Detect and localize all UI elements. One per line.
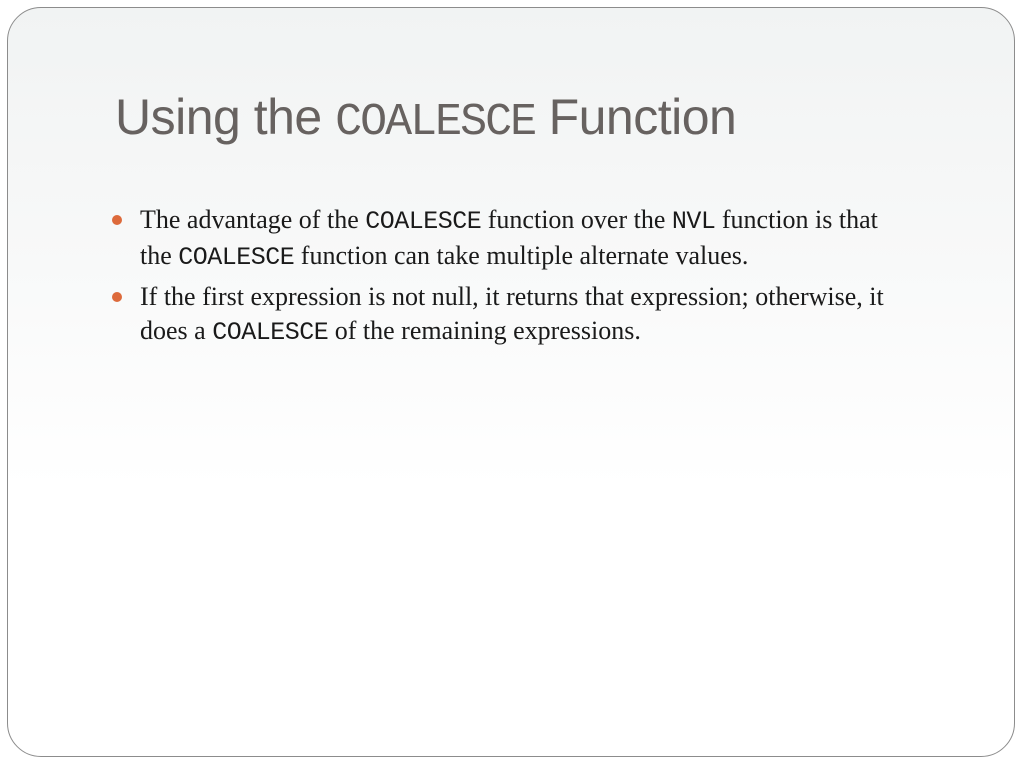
- bullet-text: of the remaining expressions.: [328, 315, 641, 345]
- bullet-list: [109, 203, 889, 355]
- title-suffix: Function: [535, 89, 737, 145]
- slide: [7, 7, 1015, 757]
- bullet-code: COALESCE: [365, 207, 482, 236]
- bullet-text: The advantage of the: [140, 205, 366, 234]
- bullet-text: function can take multiple alternate values.: [294, 240, 749, 270]
- bullet-item: [109, 280, 889, 349]
- bullet-item: [109, 203, 889, 274]
- bullet-dot-icon: [112, 292, 122, 302]
- bullet-text: If the first expression is not null, it returns that expression; otherwise, it does a: [140, 282, 884, 345]
- bullet-code: COALESCE: [178, 242, 295, 272]
- slide-title: [115, 87, 736, 153]
- bullet-code: NVL: [671, 207, 716, 236]
- bullet-code: COALESCE: [212, 317, 329, 347]
- title-code: COALESCE: [335, 97, 536, 148]
- title-prefix: Using the: [115, 89, 336, 145]
- bullet-text: function is that the: [140, 205, 878, 270]
- bullet-dot-icon: [112, 215, 122, 225]
- bullet-text: function over the: [481, 205, 672, 234]
